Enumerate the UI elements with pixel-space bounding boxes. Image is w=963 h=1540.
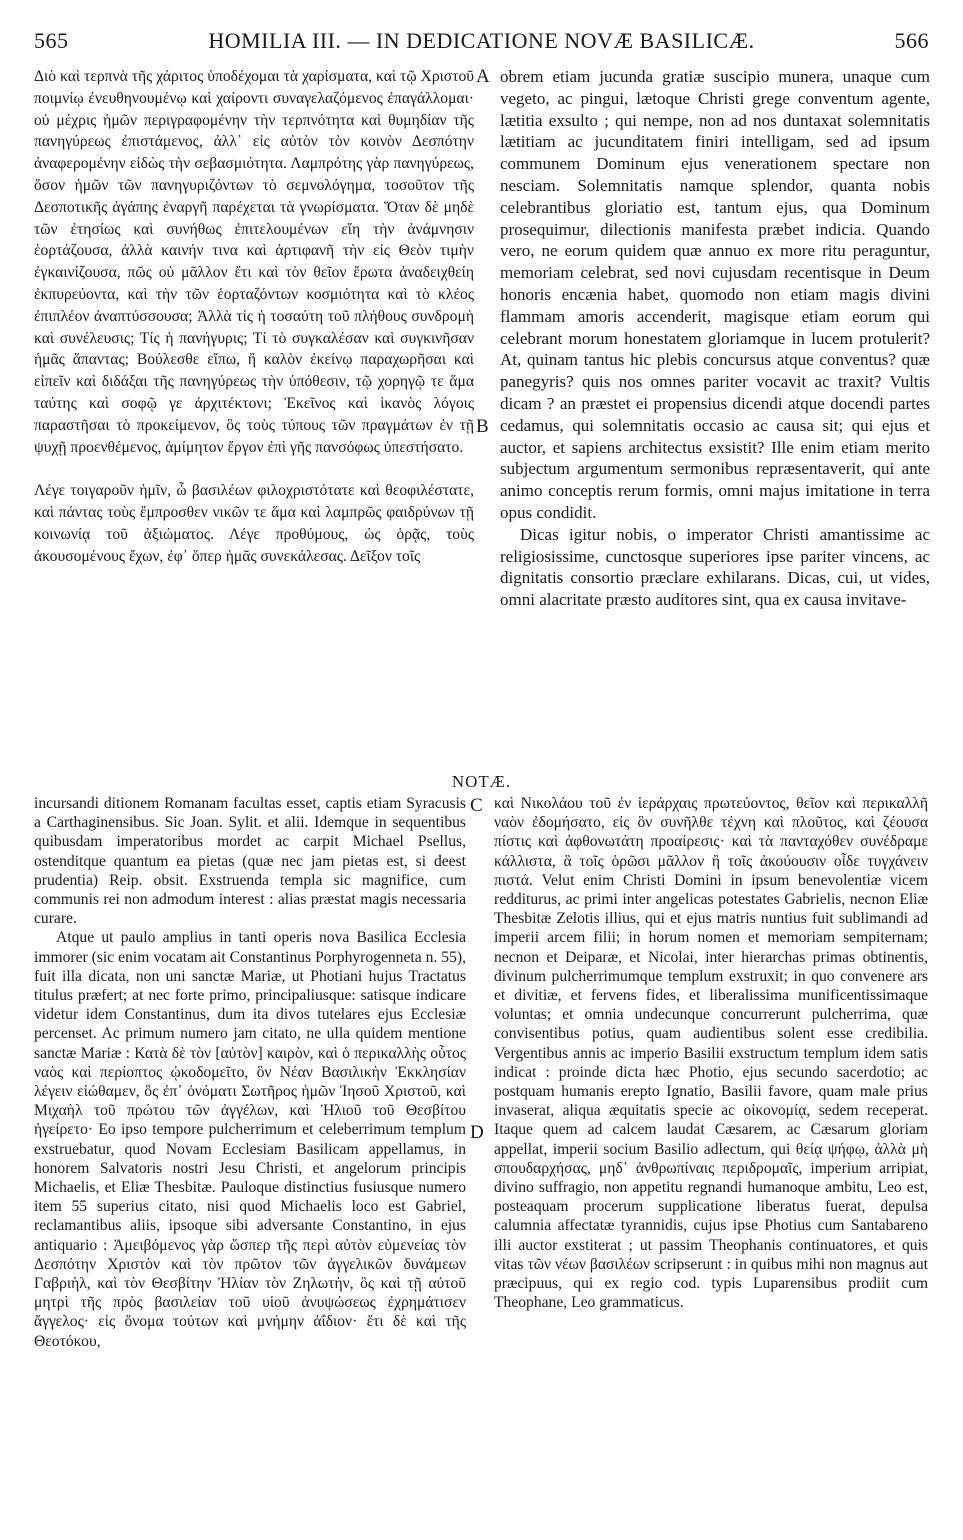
note-paragraph-3: καὶ Νικολάου τοῦ ἐν ἱεράρχαις πρωτεύοντος, θεῖον καὶ περικαλλῆ ναὸν ἐδομήσατο, εἰς ὃν συνῆλθε τέχνη καὶ πλοῦτος, καὶ ζέουσα πίστις καὶ ἀφθονωτάτη προαίρεσις· καὶ τὰ πανταχόθεν συνέδραμε κάλλιστα, ἃ τοῖς ὁρῶσι μᾶλλον ἢ τοῖς ἀκούουσιν οἶδε τυγχάνειν πιστά. Velut enim Christi Domini in ipsum benevolentiæ vicem redditurus, ac primi inter angelicas potestates Gabrielis, necnon Eliæ Thesbitæ Zelotis illius, qui et ejus matris nuntius fuit sublimandi ad imperii arcem filii; in horum nomen et memoriam sempiternam; necnon et Deiparæ, et Nicolai, inter hierarchas primas obtinentis, divinum pulcherrimumque templum exstruxit; in quo convenere ars et divitiæ, et fervens fides, et liberalissima munificentissimaque voluntas; et omnia undecunque concurrerunt pulcherrima, quæ convisentibus potius, quam audientibus solent esse credibilia. Vergentibus annis ac imperio Basilii exstructum templum idem satis indicat : proinde dicta hæc Photio, ejus secundo sacerdotio; ac postquam humanis erepto Ignatio, Basilii favore, quam male prius invaserat, aliqua æquitatis specie ac οἰκονομίᾳ, sedem receperat. Itaque quem ad calcem laudat Cæsarem, ac Cæsarum gloriam appellat, imperii socium Basilio adlectum, qui θείᾳ ψήφῳ, ἀλλὰ μὴ σπουδαρχήσας, μηδ᾽ ἀνθρωπίναις περιδρομαῖς, imperium arripiat, divino suffragio, non appetitu regnandi humanoque ambitu, Leo est, posteaquam procerum supplicatione liberatus fuerat, depulsa calumnia affectatæ tyrannidis, cujus ipse Photius cum Santabareno illi auctor exstiterat ; ut passim Theophanis continuatores, et quis vitas τῶν νέων βασιλέων scripserunt : in quibus mihi non magnus aut præcipuus, qui ex regio cod. typis Luparensibus prodiit cum Theophane, Leo grammaticus. <box>494 795 928 1312</box>
latin-paragraph-2: Dicas igitur nobis, o imperator Christi amantissime ac religiosissime, cunctosque superiores ipse pariter vincens, ac dignitatis consortio præclare exhilarans. Dicas, cui, ut vides, omni alacritate præsto auditores sint, qua ex causa invitave- <box>500 524 930 610</box>
page-number-left: 565 <box>34 28 69 53</box>
margin-letter-c: C <box>470 795 483 816</box>
notes-right-column <box>494 794 928 1312</box>
margin-letter-b: B <box>476 416 489 437</box>
margin-letter-d: D <box>470 1122 484 1143</box>
greek-paragraph-2: Λέγε τοιγαροῦν ἡμῖν, ὦ βασιλέων φιλοχριστότατε καὶ θεοφιλέστατε, καὶ πάντας τοὺς ἔμπροσθεν νικῶν τε ἅμα καὶ λαμπρῶς φαιδρύνων τῇ κοινωνίᾳ τοῦ ἀξιώματος. Λέγε προθύμους, ὡς ὁρᾷς, τοὺς ἀκουσομένους ἔχων, ἐφ᾽ ὅπερ ἡμᾶς συνεκάλεσας. Δεῖξον τοῖς <box>34 482 474 565</box>
margin-letter-a: A <box>476 66 490 87</box>
greek-text-column <box>34 66 474 568</box>
page-number-right: 566 <box>894 28 929 53</box>
running-title: HOMILIA III. — IN DEDICATIONE NOVÆ BASILICÆ. <box>208 28 755 53</box>
latin-paragraph-1: obrem etiam jucunda gratiæ suscipio munera, unaque cum vegeto, ac pingui, lætoque Christi grege conventum agente, lætitia exsulto ; qui nempe, non ad nos duntaxat solemnitatis lætitiam ac jucunditatem finiri intelligam, sed ad ipsum communem Dominum ejus venerationem spectare non nesciam. Solemnitatis namque splendor, quanta nobis celebrantibus gloriatio est, tantum ejus, qua Dominum prosequimur, dilectionis manifesta præbet indicia. Quando vero, ne eorum quidem quæ annuo ex more ritu peraguntur, memoriam celebrat, sed novi cujusdam recentisque in Deum honoris encænia habet, quomodo non etiam magis divini flammam amoris accenderit, magisque etiam eorum qui celebrant morum honestatem gloriamque in lucem protulerit? At, quinam tantus hic plebis concursus atque conventus? quæ panegyris? quis nos omnes pariter vocavit ac traxit? Vultis dicam ? an præstet ei propensius dicendi atque docendi partes cedamus, qui solemnitatis occasio ac causa sit; qui ejus et auctor, et sapiens architectus exsistit? Ille enim etiam merito subjectum argumentum sermonibus repræsentaverit, qui ante animo conceptis rerum formis, omni majus imitatione in terra opus condidit. <box>500 67 930 522</box>
notes-left-column <box>34 794 466 1351</box>
note-paragraph-2: Atque ut paulo amplius in tanti operis nova Basilica Ecclesia immorer (sic enim vocatam ait Constantinus Porphyrogenneta n. 55), fuit illa dicata, non uni sanctæ Mariæ, ut Photiani hujus Tractatus titulus præfert; at nec forte primo, principaliusque: satisque indicare videtur idem Constantinus, dum ita divos tutelares ejus Ecclesiæ percenset. Ac primum numero jam citato, ne ulla quidem mentione sanctæ Mariæ : Κατὰ δὲ τὸν [αὐτὸν] καιρὸν, καὶ ὁ περικαλλὴς οὗτος ναὸς καὶ περίοπτος ᾠκοδομεῖτο, ὃν Νέαν Βασιλικὴν Ἐκκλησίαν λέγειν εἰώθαμεν, ὃς ἐπ᾽ ὀνόματι Σωτῆρος ἡμῶν Ἰησοῦ Χριστοῦ, καὶ Μιχαὴλ τοῦ πρώτου τῶν ἀγγέλων, καὶ Ἠλιοῦ τοῦ Θεσβίτου ἠγείρετο· Eo ipso tempore pulcherrimum et celeberrimum templum exstruebatur, quod Novam Ecclesiam Basilicam appellamus, in honorem Salvatoris nostri Jesu Christi, et angelorum principis Michaelis, et Eliæ Thesbitæ. Pauloque distinctius fusiusque numero item 55 superius citato, nisi quod Michaelis loco est Gabriel, reclamantibus aliis, ipsoque sibi adversante Constantino, in ejus antiquario : Ἀμειβόμενος γὰρ ὥσπερ τῆς περὶ αὐτὸν εὐμενείας τὸν Δεσπότην Χριστὸν καὶ τὸν πρῶτον τῶν ἀγγελικῶν δυνάμεων Γαβριὴλ, καὶ τὸν Θεσβίτην Ἠλίαν τὸν Ζηλωτὴν, ὃς καὶ τῇ αὐτοῦ μητρὶ τῆς πρὸς βασιλείαν τοῦ υἱοῦ ἀνυψώσεως ἐχρημάτισεν ἄγγελος· εἰς ὄνομα τούτων καὶ μνήμην ἀΐδιον· ἔτι δὲ καὶ τῆς Θεοτόκου, <box>34 929 466 1350</box>
note-paragraph-1: incursandi ditionem Romanam facultas esset, captis etiam Syracusis a Carthaginensibus. Sic Joan. Sylit. et alii. Idemque in sequentibus quibusdam imperatoribus mordet ac carpit Michael Psellus, ostenditque quantum ea pietas (quæ nec jam pietas est, si deest prudentia) Reip. obsit. Exstruenda templa sic magnifice, cum communis rei non admodum interest : alias præstat magis necessaria curare. <box>34 795 466 928</box>
greek-paragraph-1: Διὸ καὶ τερπνὰ τῆς χάριτος ὑποδέχομαι τὰ χαρίσματα, καὶ τῷ Χριστοῦ ποιμνίῳ ἐνευθηνουμένῳ καὶ χαίροντι συναγελαζόμενος ἐπαγάλλομαι· οὐ μέχρις ἡμῶν περιγραφομένην τὴν τερπνότητα καὶ θυμηδίαν τῆς πανηγύρεως ἐπιστάμενος, ἀλλ᾽ εἰς αὐτὸν τὸν κοινὸν Δεσπότην ἀναφερομένην εἰδὼς τὴν σεβασμιότητα. Λαμπρότης γὰρ πανηγύρεως, ὅσον ἡμῶν τῶν πανηγυριζόντων τὸ σεμνολόγημα, τοσοῦτον τῆς Δεσποτικῆς ἀγάπης ἐναργῆ παρέχεται τὰ γνωρίσματα. Ὅταν δὲ μηδὲ τῶν ἐτησίως καὶ συνήθως ἐπιτελουμένων εἴη τὴν ἀνάμνησιν ἑορτάζουσα, ἀλλὰ καινήν τινα καὶ ἀρτιφανῆ τὴν εἰς Θεὸν τιμὴν ἐγκαινίζουσα, πῶς οὐ μᾶλλον ἔτι καὶ τὸν θεῖον ἔρωτα ἀναδειχθείη ἐκπυρεύοντα, καὶ τὴν τῶν ἑορταζόντων κοσμιότητα καὶ τὸ κλέος ἐπιπλέον ἀναπτύσσουσα; Ἀλλὰ τίς ἡ τοσαύτη τοῦ πλήθους συνδρομὴ καὶ συνέλευσις; Τίς ἡ πανήγυρις; Τί τὸ συγκαλέσαν καὶ συγκινῆσαν ἡμᾶς ἅπαντας; Βούλεσθε εἴπω, ἢ καλὸν ἐκείνῳ παραχωρῆσαι καὶ εἰπεῖν καὶ διδάξαι τῆς πανηγύρεως τὴν ὑπόθεσιν, τῷ χορηγῷ τε ἅμα ταύτης καὶ σοφῷ γε ἀρχιτέκτονι; Ἐκεῖνος καὶ ἱκανὸς λόγοις παραστῆσαι τὸ προκείμενον, ὃς τοὺς τύπους τῶν πραγμάτων ἐν τῇ ψυχῇ προενθέμενος, ἀμίμητον ἔργον ἐπὶ γῆς πανσόφως ὑπεστήσατο. <box>34 68 474 456</box>
notes-heading: NOTÆ. <box>451 772 512 791</box>
running-header <box>34 28 929 58</box>
latin-text-column <box>500 66 930 611</box>
